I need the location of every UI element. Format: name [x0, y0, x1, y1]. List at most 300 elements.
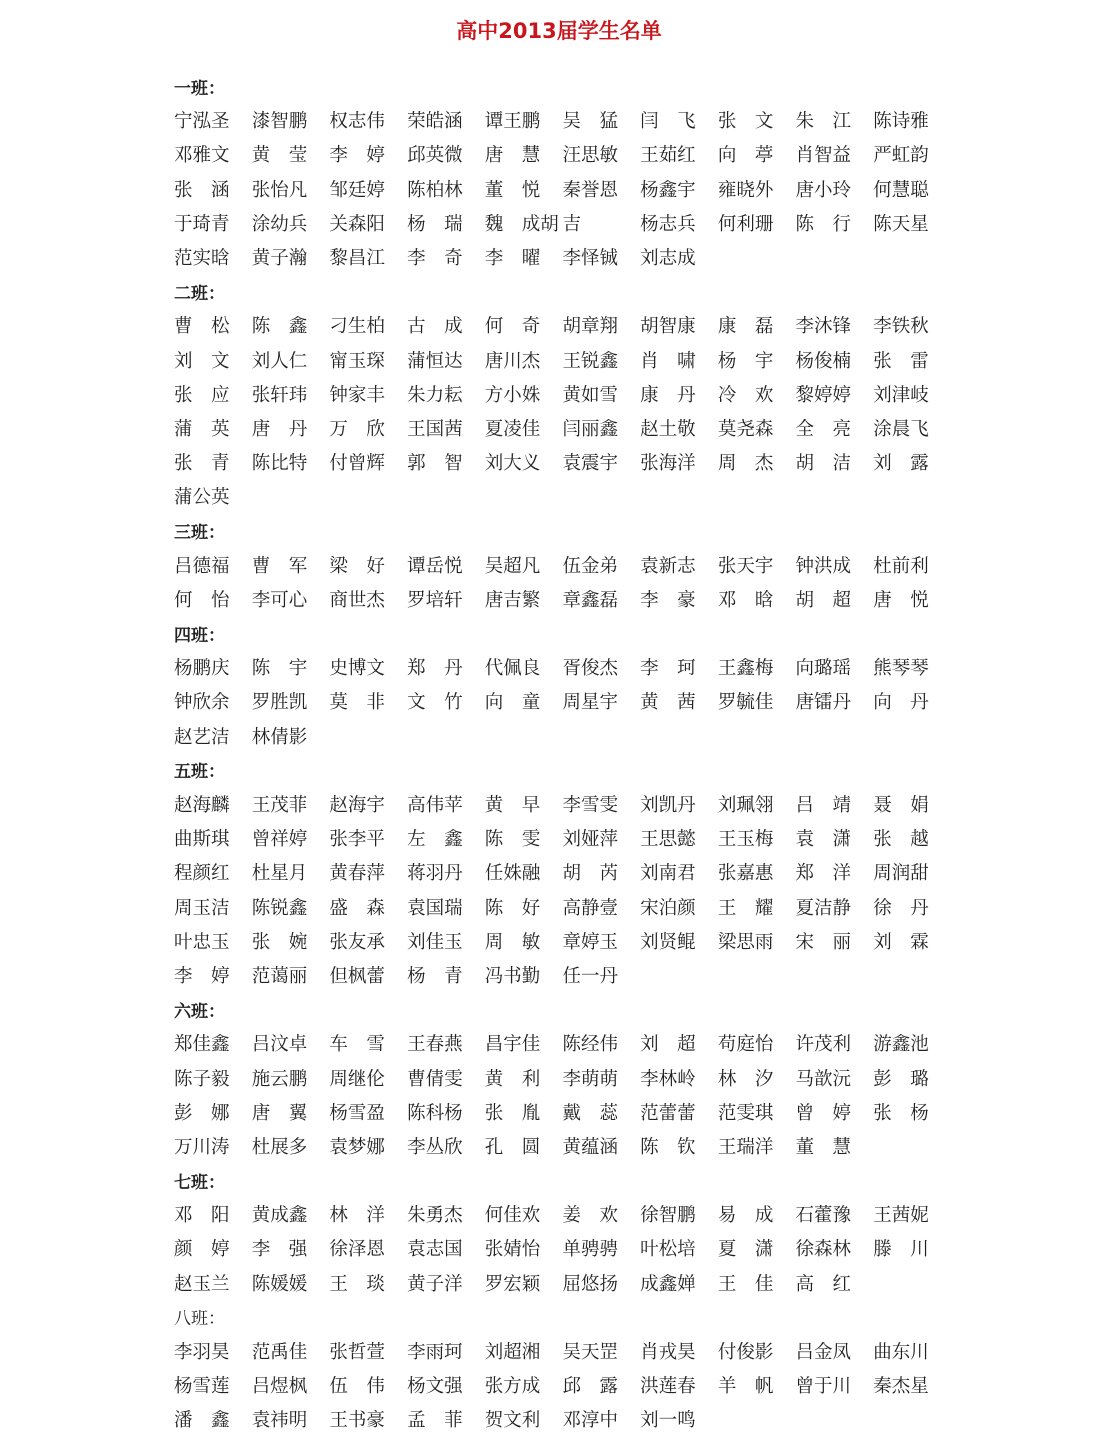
student-name: 胡 洁	[795, 453, 852, 475]
name-row	[174, 1334, 974, 1368]
student-name: 黄 莹	[251, 145, 308, 167]
student-name: 陈比特	[251, 453, 308, 475]
student-name: 邓淳中	[562, 1410, 618, 1432]
student-name: 黄如雪	[562, 384, 618, 406]
student-name: 邱英微	[407, 145, 463, 167]
student-name: 向 丹	[873, 692, 929, 714]
student-name: 徐森林	[795, 1239, 852, 1261]
student-name: 罗培轩	[407, 589, 463, 611]
name-row	[174, 308, 974, 342]
student-name: 王思懿	[640, 829, 696, 851]
student-name: 刘一鸣	[640, 1410, 696, 1432]
name-row	[174, 787, 974, 821]
student-name: 商世杰	[329, 589, 385, 611]
student-name: 王茹红	[640, 145, 696, 167]
student-name: 盛 森	[329, 897, 385, 919]
student-name: 黄 利	[484, 1068, 541, 1090]
student-name: 方小姝	[484, 384, 541, 406]
student-name: 谭岳悦	[407, 555, 463, 577]
student-name: 何佳欢	[484, 1205, 541, 1227]
student-name: 刘南君	[640, 863, 696, 885]
student-name: 羊 帆	[717, 1376, 774, 1398]
student-name: 陈 钦	[640, 1136, 696, 1158]
student-name: 赵玉兰	[174, 1273, 230, 1295]
student-name: 叶松培	[640, 1239, 696, 1261]
student-name: 胥俊杰	[562, 658, 618, 680]
student-name: 付俊影	[717, 1342, 774, 1364]
student-name: 钟欣余	[174, 692, 230, 714]
student-name: 吴超凡	[484, 555, 541, 577]
student-name: 杨 青	[407, 965, 463, 987]
name-row	[174, 855, 974, 889]
student-name: 孟 菲	[407, 1410, 463, 1432]
student-name: 杨文强	[407, 1376, 463, 1398]
student-name: 杨雪莲	[174, 1376, 230, 1398]
student-name: 左 鑫	[407, 829, 463, 851]
name-row	[174, 1026, 974, 1060]
student-name: 张婧怡	[484, 1239, 541, 1261]
student-name: 张怡凡	[251, 179, 308, 201]
student-name: 袁国瑞	[407, 897, 463, 919]
student-name: 袁震宇	[562, 453, 618, 475]
student-name: 曹倩雯	[407, 1068, 463, 1090]
name-row	[174, 890, 974, 924]
student-name: 黎婷婷	[795, 384, 852, 406]
student-name: 张 涵	[174, 179, 230, 201]
student-name: 张哲萱	[329, 1342, 385, 1364]
student-name: 李 婷	[174, 965, 230, 987]
student-name: 刘超湘	[484, 1342, 541, 1364]
student-name: 蒲 英	[174, 418, 230, 440]
student-name: 蒲公英	[174, 487, 230, 509]
student-name: 单骋骋	[562, 1239, 618, 1261]
student-name: 周继伦	[329, 1068, 385, 1090]
student-name: 邱 露	[562, 1376, 618, 1398]
student-name: 戴 蕊	[562, 1102, 618, 1124]
student-name: 张 杨	[873, 1102, 929, 1124]
student-name: 李怿铖	[562, 248, 618, 270]
student-name: 范禹佳	[251, 1342, 308, 1364]
student-name: 陈 行	[795, 213, 852, 235]
student-name: 黄春萍	[329, 863, 385, 885]
student-name: 冯书勤	[484, 965, 541, 987]
student-name: 刘珮翎	[717, 795, 774, 817]
name-row	[174, 1095, 974, 1129]
student-name: 颜 婷	[174, 1239, 230, 1261]
student-name: 唐镭丹	[795, 692, 852, 714]
student-name: 伍金弟	[562, 555, 618, 577]
student-name: 胡章翔	[562, 316, 618, 338]
student-name: 雍晓外	[717, 179, 774, 201]
student-name: 郑佳鑫	[174, 1034, 230, 1056]
student-name: 胡智康	[640, 316, 696, 338]
student-name: 刘凯丹	[640, 795, 696, 817]
student-name: 夏凌佳	[484, 418, 541, 440]
student-name: 熊琴琴	[873, 658, 929, 680]
student-name: 潘 鑫	[174, 1410, 230, 1432]
student-name: 冷 欢	[717, 384, 774, 406]
student-name: 范雯琪	[717, 1102, 774, 1124]
student-name: 徐泽恩	[329, 1239, 385, 1261]
student-name: 周 杰	[717, 453, 774, 475]
student-name: 杨志兵	[640, 213, 696, 235]
student-name: 古 成	[407, 316, 463, 338]
student-name: 黄蕴涵	[562, 1136, 618, 1158]
student-name: 何慧聪	[873, 179, 929, 201]
student-name: 刘娅萍	[562, 829, 618, 851]
student-name: 郑 洋	[795, 863, 852, 885]
student-name: 滕 川	[873, 1239, 929, 1261]
student-name: 任一丹	[562, 965, 618, 987]
student-name: 徐 丹	[873, 897, 929, 919]
student-name: 唐 悦	[873, 589, 929, 611]
student-name: 曹 松	[174, 316, 230, 338]
student-name: 杜前利	[873, 555, 929, 577]
student-name: 董 慧	[795, 1136, 852, 1158]
student-name: 吕德福	[174, 555, 230, 577]
student-name: 谭王鹏	[484, 111, 541, 133]
student-name: 袁梦娜	[329, 1136, 385, 1158]
student-name: 黄成鑫	[251, 1205, 308, 1227]
student-name: 李 强	[251, 1239, 308, 1261]
student-name: 李雨珂	[407, 1342, 463, 1364]
student-name: 刘志成	[640, 248, 696, 270]
student-name: 任姝融	[484, 863, 541, 885]
student-name: 胡 超	[795, 589, 852, 611]
student-name: 袁 潇	[795, 829, 852, 851]
student-name: 付曾辉	[329, 453, 385, 475]
student-name: 曲斯琪	[174, 829, 230, 851]
student-name: 肖智益	[795, 145, 852, 167]
student-name: 夏洁静	[795, 897, 852, 919]
name-row	[174, 103, 974, 137]
student-name: 杨 宇	[717, 350, 774, 372]
student-name: 林 汐	[717, 1068, 774, 1090]
student-name: 蒋羽丹	[407, 863, 463, 885]
student-name: 杨俊楠	[795, 350, 852, 372]
student-name: 王 耀	[717, 897, 774, 919]
student-name: 漆智鹏	[251, 111, 308, 133]
student-name: 郭 智	[407, 453, 463, 475]
student-name: 黄子瀚	[251, 248, 308, 270]
student-name: 赵艺洁	[174, 726, 230, 748]
student-name: 袁志国	[407, 1239, 463, 1261]
student-name: 彭 璐	[873, 1068, 929, 1090]
student-name: 王玉梅	[717, 829, 774, 851]
student-name: 张 雷	[873, 350, 929, 372]
student-name: 唐川杰	[484, 350, 541, 372]
student-name: 秦誉恩	[562, 179, 618, 201]
student-name: 杜星月	[251, 863, 308, 885]
student-name: 彭 娜	[174, 1102, 230, 1124]
student-name: 王鑫梅	[717, 658, 774, 680]
student-name: 王瑞洋	[717, 1136, 774, 1158]
student-name: 闫丽鑫	[562, 418, 618, 440]
class-heading: 八班：	[174, 1309, 225, 1330]
student-name: 赵土敬	[640, 418, 696, 440]
student-name: 李可心	[251, 589, 308, 611]
student-name: 刘人仁	[251, 350, 308, 372]
student-name: 李丛欣	[407, 1136, 463, 1158]
student-name: 吕 靖	[795, 795, 852, 817]
student-name: 闫 飞	[640, 111, 696, 133]
name-row	[174, 684, 974, 718]
student-name: 何 怡	[174, 589, 230, 611]
student-name: 杨鹏庆	[174, 658, 230, 680]
name-row	[174, 240, 974, 274]
student-name: 黄 茜	[640, 692, 696, 714]
student-name: 刘佳玉	[407, 931, 463, 953]
student-name: 车 雪	[329, 1034, 385, 1056]
student-name: 李雪雯	[562, 795, 618, 817]
student-name: 罗毓佳	[717, 692, 774, 714]
student-name: 张 胤	[484, 1102, 541, 1124]
student-name: 刘贤鲲	[640, 931, 696, 953]
student-name: 唐 慧	[484, 145, 541, 167]
student-name: 吴 猛	[562, 111, 618, 133]
student-name: 张 应	[174, 384, 230, 406]
student-name: 向 童	[484, 692, 541, 714]
student-name: 杨雪盈	[329, 1102, 385, 1124]
student-name: 万川涛	[174, 1136, 230, 1158]
student-name: 易 成	[717, 1205, 774, 1227]
student-name: 李沐锋	[795, 316, 852, 338]
student-name: 周 敏	[484, 931, 541, 953]
name-row	[174, 548, 974, 582]
student-name: 石藿豫	[795, 1205, 852, 1227]
student-name: 李萌萌	[562, 1068, 618, 1090]
student-name: 权志伟	[329, 111, 385, 133]
student-name: 全 亮	[795, 418, 852, 440]
student-name: 关森阳	[329, 213, 385, 235]
student-name: 代佩良	[484, 658, 541, 680]
student-name: 李 奇	[407, 248, 463, 270]
class-heading: 一班：	[174, 78, 225, 99]
name-row	[174, 719, 974, 753]
student-name: 张 婉	[251, 931, 308, 953]
student-name: 邓雅文	[174, 145, 230, 167]
student-name: 程颜红	[174, 863, 230, 885]
student-name: 朱勇杰	[407, 1205, 463, 1227]
student-name: 屈悠扬	[562, 1273, 618, 1295]
student-name: 王书豪	[329, 1410, 385, 1432]
student-name: 莫 非	[329, 692, 385, 714]
student-name: 唐小玲	[795, 179, 852, 201]
name-row	[174, 445, 974, 479]
name-row	[174, 411, 974, 445]
name-row	[174, 650, 974, 684]
student-name: 张友承	[329, 931, 385, 953]
student-name: 何利珊	[717, 213, 774, 235]
student-name: 刘 露	[873, 453, 929, 475]
student-name: 李林岭	[640, 1068, 696, 1090]
student-name: 吕汶卓	[251, 1034, 308, 1056]
student-name: 周润甜	[873, 863, 929, 885]
student-name: 荣皓涵	[407, 111, 463, 133]
student-name: 吴天罡	[562, 1342, 618, 1364]
student-name: 莫尧森	[717, 418, 774, 440]
name-row	[174, 206, 974, 240]
student-name: 但枫蕾	[329, 965, 385, 987]
name-row	[174, 958, 974, 992]
student-name: 李 豪	[640, 589, 696, 611]
student-name: 陈 鑫	[251, 316, 308, 338]
name-row	[174, 821, 974, 855]
student-name: 陈 好	[484, 897, 541, 919]
name-row	[174, 479, 974, 513]
student-name: 曲东川	[873, 1342, 929, 1364]
student-name: 许茂利	[795, 1034, 852, 1056]
student-name: 杨鑫宇	[640, 179, 696, 201]
student-name: 姜 欢	[562, 1205, 618, 1227]
student-name: 范蔼丽	[251, 965, 308, 987]
student-name: 邓 阳	[174, 1205, 230, 1227]
student-name: 宋泊颜	[640, 897, 696, 919]
student-name: 陈天星	[873, 213, 929, 235]
student-name: 王茂菲	[251, 795, 308, 817]
student-name: 章鑫磊	[562, 589, 618, 611]
student-name: 高 红	[795, 1273, 852, 1295]
student-name: 史博文	[329, 658, 385, 680]
student-name: 施云鹏	[251, 1068, 308, 1090]
student-name: 刁生柏	[329, 316, 385, 338]
student-name: 钟洪成	[795, 555, 852, 577]
student-name: 徐智鹏	[640, 1205, 696, 1227]
student-name: 陈 雯	[484, 829, 541, 851]
student-name: 董 悦	[484, 179, 541, 201]
student-name: 贺文利	[484, 1410, 541, 1432]
name-row	[174, 1402, 974, 1436]
student-name: 陈经伟	[562, 1034, 618, 1056]
student-name: 张 文	[717, 111, 774, 133]
student-name: 梁 好	[329, 555, 385, 577]
student-name: 邓 晗	[717, 589, 774, 611]
student-name: 宁泓圣	[174, 111, 230, 133]
student-name: 张海洋	[640, 453, 696, 475]
class-heading: 六班：	[174, 1001, 225, 1022]
name-row	[174, 924, 974, 958]
student-name: 于琦青	[174, 213, 230, 235]
student-name: 张嘉惠	[717, 863, 774, 885]
student-name: 王 佳	[717, 1273, 774, 1295]
student-name: 王茜妮	[873, 1205, 929, 1227]
student-name: 朱 江	[795, 111, 852, 133]
student-name: 肖 啸	[640, 350, 696, 372]
student-name: 夏 潇	[717, 1239, 774, 1261]
student-name: 汪思敏	[562, 145, 618, 167]
name-row	[174, 137, 974, 171]
student-name: 马歆沅	[795, 1068, 852, 1090]
class-heading: 七班：	[174, 1172, 225, 1193]
student-name: 罗胜凯	[251, 692, 308, 714]
student-name: 孔 圆	[484, 1136, 541, 1158]
class-heading: 三班：	[174, 523, 225, 544]
student-name: 成鑫婵	[640, 1273, 696, 1295]
student-name: 游鑫池	[873, 1034, 929, 1056]
student-name: 胡 芮	[562, 863, 618, 885]
name-row	[174, 1197, 974, 1231]
student-name: 李羽昊	[174, 1342, 230, 1364]
student-name: 李 婷	[329, 145, 385, 167]
student-name: 章婷玉	[562, 931, 618, 953]
student-name: 刘津岐	[873, 384, 929, 406]
student-name: 吉	[562, 213, 581, 235]
student-name: 李 珂	[640, 658, 696, 680]
student-name: 苟庭怡	[717, 1034, 774, 1056]
student-name: 向璐瑶	[795, 658, 852, 680]
student-name: 魏 成胡	[484, 213, 559, 235]
name-row	[174, 172, 974, 206]
student-name: 涂晨飞	[873, 418, 929, 440]
student-name: 张天宇	[717, 555, 774, 577]
student-name: 袁新志	[640, 555, 696, 577]
student-name: 邹廷婷	[329, 179, 385, 201]
student-name: 陈锐鑫	[251, 897, 308, 919]
student-name: 钟家丰	[329, 384, 385, 406]
name-row	[174, 1266, 974, 1300]
student-name: 康 丹	[640, 384, 696, 406]
student-name: 曾 婷	[795, 1102, 852, 1124]
student-name: 张方成	[484, 1376, 541, 1398]
student-name: 黄子洋	[407, 1273, 463, 1295]
student-name: 陈科杨	[407, 1102, 463, 1124]
student-name: 杜展多	[251, 1136, 308, 1158]
student-name: 李铁秋	[873, 316, 929, 338]
student-name: 刘 霖	[873, 931, 929, 953]
student-name: 蒲恒达	[407, 350, 463, 372]
student-name: 王锐鑫	[562, 350, 618, 372]
student-name: 林 洋	[329, 1205, 385, 1227]
student-name: 赵海麟	[174, 795, 230, 817]
student-name: 文 竹	[407, 692, 463, 714]
student-name: 黄 早	[484, 795, 541, 817]
name-row	[174, 1368, 974, 1402]
student-name: 王国茜	[407, 418, 463, 440]
student-name: 唐吉繁	[484, 589, 541, 611]
student-name: 聂 娟	[873, 795, 929, 817]
student-name: 王 琰	[329, 1273, 385, 1295]
class-heading: 四班：	[174, 625, 225, 646]
student-name: 张 青	[174, 453, 230, 475]
student-name: 曾祥婷	[251, 829, 308, 851]
name-row	[174, 343, 974, 377]
student-name: 范蕾蕾	[640, 1102, 696, 1124]
student-name: 叶忠玉	[174, 931, 230, 953]
student-name: 陈媛媛	[251, 1273, 308, 1295]
student-name: 张 越	[873, 829, 929, 851]
student-name: 昌宇佳	[484, 1034, 541, 1056]
student-name: 周玉洁	[174, 897, 230, 919]
student-name: 洪莲春	[640, 1376, 696, 1398]
student-name: 周星宇	[562, 692, 618, 714]
student-roster	[174, 69, 974, 1437]
student-name: 陈子毅	[174, 1068, 230, 1090]
student-name: 张轩玮	[251, 384, 308, 406]
student-name: 罗宏颖	[484, 1273, 541, 1295]
student-name: 陈 宇	[251, 658, 308, 680]
student-name: 梁思雨	[717, 931, 774, 953]
student-name: 严虹韵	[873, 145, 929, 167]
student-name: 向 葶	[717, 145, 774, 167]
student-name: 高静壹	[562, 897, 618, 919]
student-name: 唐 翼	[251, 1102, 308, 1124]
student-name: 万 欣	[329, 418, 385, 440]
name-row	[174, 1129, 974, 1163]
student-name: 肖戎昊	[640, 1342, 696, 1364]
student-name: 曹 军	[251, 555, 308, 577]
student-name: 刘 超	[640, 1034, 696, 1056]
student-name: 杨 瑞	[407, 213, 463, 235]
